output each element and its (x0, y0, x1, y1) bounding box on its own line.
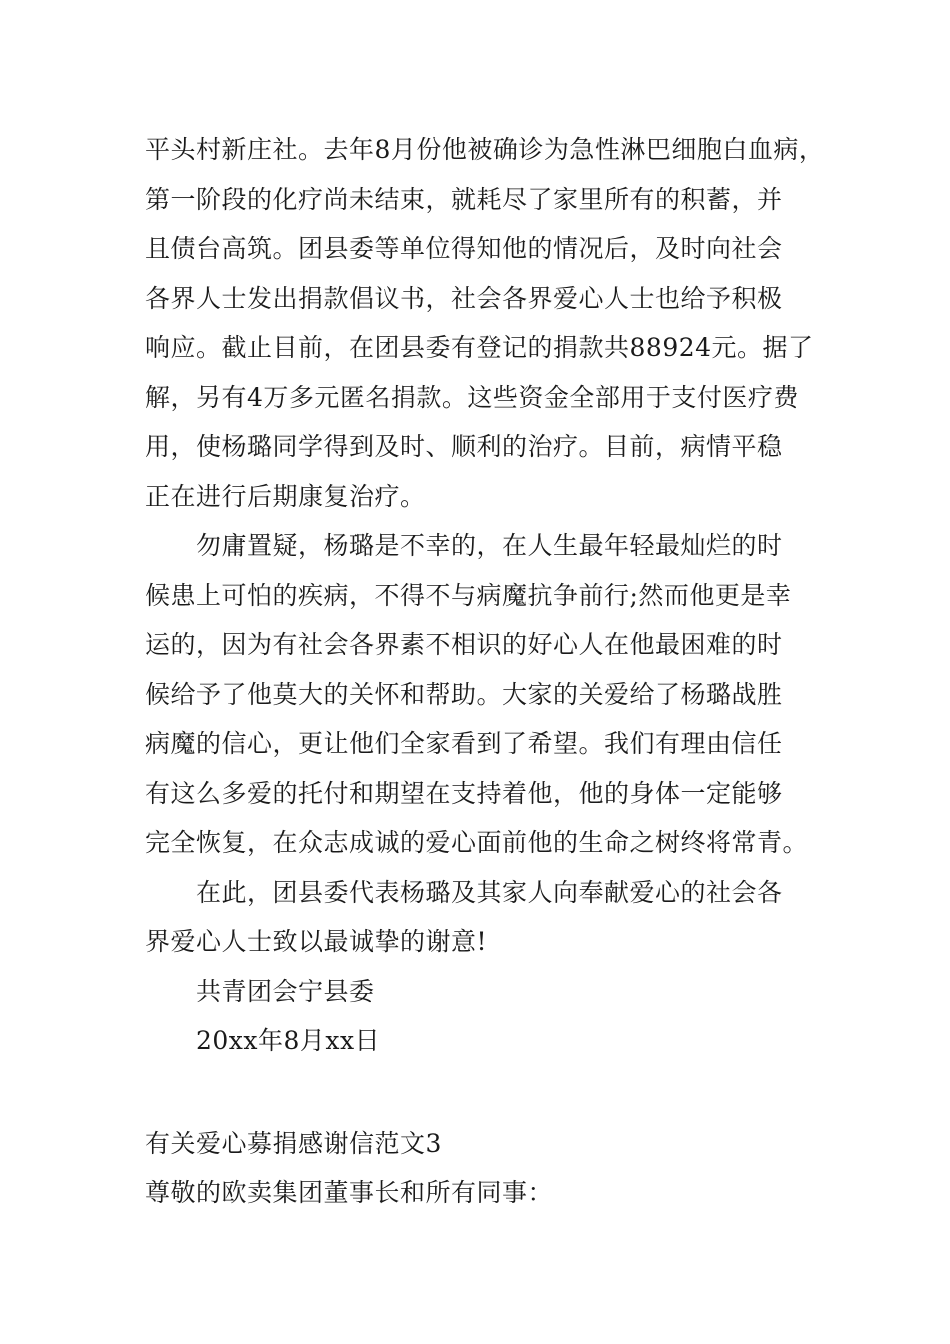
paragraph-3-line-2: 界爱心人士致以最诚挚的谢意! (145, 927, 488, 956)
paragraph-1-line-6: 解，另有4万多元匿名捐款。这些资金全部用于支付医疗费 (145, 383, 799, 412)
paragraph-2-line-3: 运的，因为有社会各界素不相识的好心人在他最困难的时 (145, 630, 783, 659)
paragraph-1-line-7: 用，使杨璐同学得到及时、顺利的治疗。目前，病情平稳 (145, 432, 783, 461)
paragraph-1-line-8: 正在进行后期康复治疗。 (145, 482, 426, 511)
section-title: 有关爱心募捐感谢信范文3 (145, 1129, 442, 1158)
paragraph-1-line-3: 且债台高筑。团县委等单位得知他的情况后，及时向社会 (145, 234, 783, 263)
paragraph-2-line-1: 勿庸置疑，杨璐是不幸的，在人生最年轻最灿烂的时 (196, 531, 783, 560)
paragraph-2-line-6: 有这么多爱的托付和期望在支持着他，他的身体一定能够 (145, 779, 783, 808)
paragraph-1-line-4: 各界人士发出捐款倡议书，社会各界爱心人士也给予积极 (145, 284, 783, 313)
paragraph-2-line-5: 病魔的信心，更让他们全家看到了希望。我们有理由信任 (145, 729, 783, 758)
paragraph-2-line-4: 候给予了他莫大的关怀和帮助。大家的关爱给了杨璐战胜 (145, 680, 783, 709)
paragraph-2-line-2: 候患上可怕的疾病，不得不与病魔抗争前行;然而他更是幸 (145, 581, 792, 610)
paragraph-1-line-5: 响应。截止目前，在团县委有登记的捐款共88924元。据了 (145, 333, 814, 362)
paragraph-2-line-7: 完全恢复，在众志成诚的爱心面前他的生命之树终将常青。 (145, 828, 809, 857)
paragraph-1-line-1: 平头村新庄社。去年8月份他被确诊为急性淋巴细胞白血病， (145, 135, 825, 164)
paragraph-3-line-1: 在此，团县委代表杨璐及其家人向奉献爱心的社会各 (196, 878, 783, 907)
salutation: 尊敬的欧卖集团董事长和所有同事： (145, 1178, 554, 1207)
paragraph-1-line-2: 第一阶段的化疗尚未结束，就耗尽了家里所有的积蓄，并 (145, 185, 783, 214)
signature-date: 20xx年8月xx日 (196, 1026, 381, 1055)
signature-org: 共青团会宁县委 (196, 977, 375, 1006)
